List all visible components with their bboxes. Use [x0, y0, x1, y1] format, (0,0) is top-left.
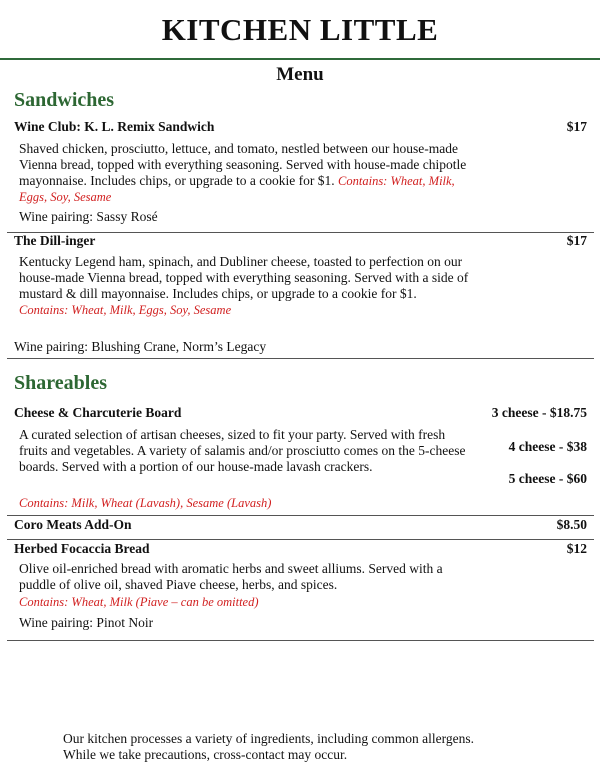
item-price: $12: [566, 541, 587, 556]
price-tier-4-cheese: 4 cheese - $38: [508, 439, 587, 454]
menu-item-cheese-board: [7, 405, 594, 516]
item-description: Kentucky Legend ham, spinach, and Dubliner cheese, toasted to perfection on our house-made Vienna bread, topped with everything seasoning. Served with a side of mustard & dill mayonnaise. Includes chips, or upgrade to a cookie for $1. Contains: Wheat, Milk, Eggs, Soy, Sesame: [19, 254, 469, 317]
menu-item-coro-meats-addon: [7, 515, 594, 540]
section-heading-sandwiches: Sandwiches: [14, 89, 115, 111]
restaurant-title: KITCHEN LITTLE: [161, 12, 439, 47]
section-heading-shareables: Shareables: [14, 372, 107, 394]
wine-pairing: Wine pairing: Pinot Noir: [19, 615, 154, 630]
item-name: The Dill-inger: [14, 233, 96, 248]
allergen-note: Contains: Wheat, Milk, Eggs, Soy, Sesame: [19, 303, 232, 317]
item-description: Olive oil-enriched bread with aromatic herbs and sweet alliums. Served with a puddle of olive oil, shaved Piave cheese, herbs, and spices.: [19, 561, 443, 592]
price-tier-3-cheese: 3 cheese - $18.75: [491, 405, 587, 420]
item-name: Herbed Focaccia Bread: [14, 541, 150, 556]
item-price: $17: [566, 233, 587, 248]
menu-item-focaccia: [7, 541, 594, 641]
menu-item-wine-club-sandwich: [7, 119, 594, 233]
wine-pairing: Wine pairing: Sassy Rosé: [19, 209, 158, 224]
allergen-note: Contains: Wheat, Milk (Piave – can be omitted): [19, 595, 259, 609]
item-description: A curated selection of artisan cheeses, sized to fit your party. Served with fresh fruits and vegetables. A variety of salamis and/or prosciutto comes on the 5-cheese boards. Served with a portion of our house-made lavash crackers.: [19, 427, 466, 474]
item-name: Cheese & Charcuterie Board: [14, 405, 182, 420]
allergen-note: Contains: Milk, Wheat (Lavash), Sesame (Lavash): [19, 496, 272, 510]
wine-pairing: Wine pairing: Blushing Crane, Norm’s Legacy: [14, 339, 267, 354]
allergen-disclaimer: Our kitchen processes a variety of ingredients, including common allergens. While we take precautions, cross-contact may occur.: [63, 731, 475, 762]
item-name: Wine Club: K. L. Remix Sandwich: [14, 119, 215, 134]
price-tier-5-cheese: 5 cheese - $60: [508, 471, 587, 486]
title-divider: [0, 58, 600, 60]
item-name: Coro Meats Add-On: [14, 517, 132, 532]
item-price: $17: [566, 119, 587, 134]
menu-heading: Menu: [276, 64, 324, 85]
menu-item-dill-inger: [7, 232, 594, 359]
item-description: Shaved chicken, prosciutto, lettuce, and tomato, nestled between our house-made Vienna bread, topped with everything seasoning. Served with house-made chipotle mayonnaise. Includes chips, or upgrade to a cookie for $1. Contains: Wheat, Milk, Eggs, Soy, Sesame: [19, 141, 467, 204]
allergen-note: Contains: Wheat, Milk, Eggs, Soy, Sesame: [19, 174, 455, 204]
item-price: $8.50: [556, 517, 587, 532]
